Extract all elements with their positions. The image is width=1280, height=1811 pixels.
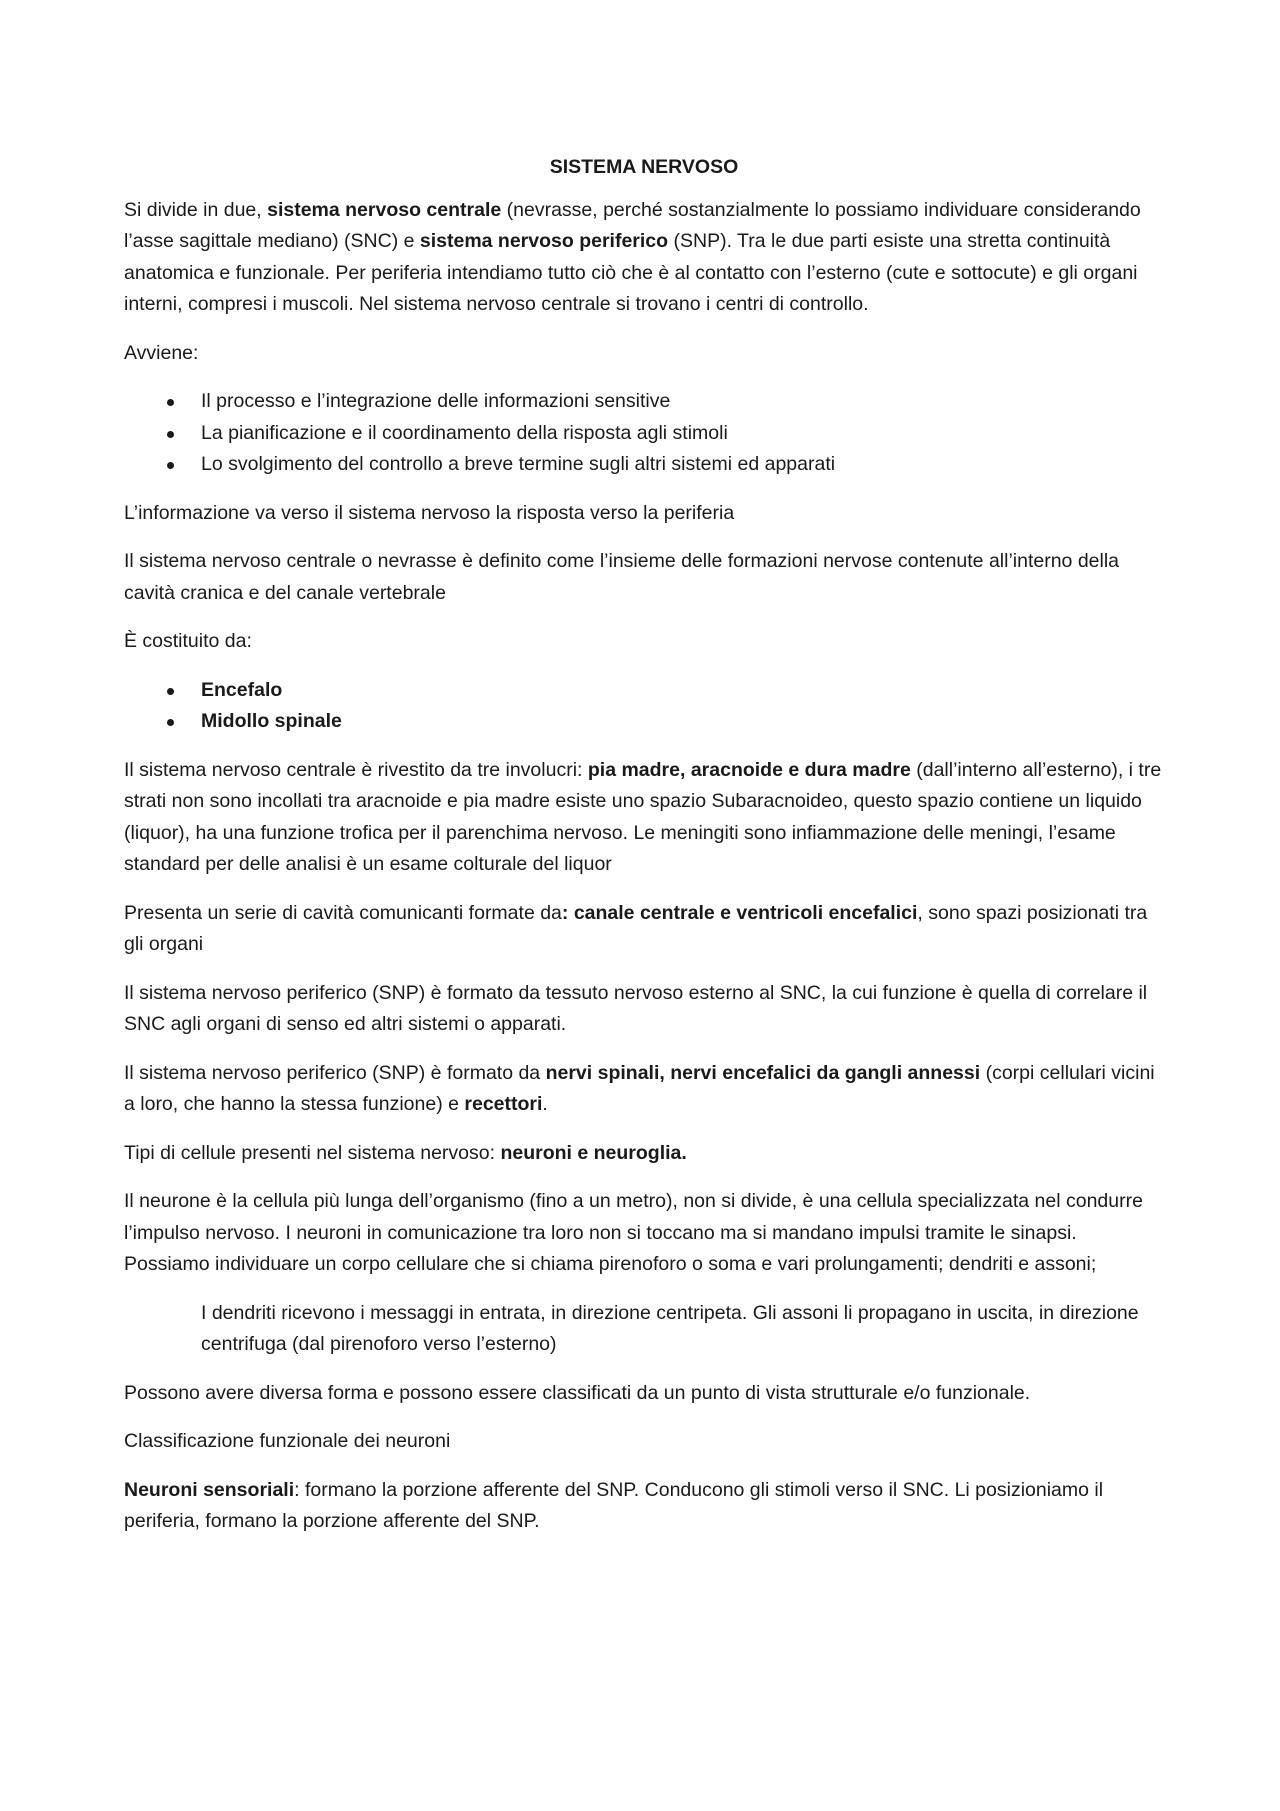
classificazione-heading: Classificazione funzionale dei neuroni — [124, 1430, 451, 1452]
involucri-paragraph: Il sistema nervoso centrale è rivestito da tre involucri: pia madre, aracnoide e dura madre (dall’interno all’esterno), i tre strati non sono incollati tra aracnoide e pia madre esiste uno spazio Subaracnoideo, questo spazio contiene un liquido (liquor), ha una funzione trofica per il parenchima nervoso. Le meningiti sono infiammazione delle meningi, l’esame standard per delle analisi è un esame colturale del liquor — [124, 758, 1162, 875]
page-title: SISTEMA NERVOSO — [549, 156, 739, 178]
definizione-paragraph: Il sistema nervoso centrale o nevrasse è definito come l’insieme delle formazioni nervose contenute all’interno della cavità cranica e del canale vertebrale — [124, 550, 1120, 604]
list-item: Midollo spinale — [124, 706, 1164, 738]
costituito-label: È costituito da: — [124, 630, 252, 652]
sensoriali-paragraph: Neuroni sensoriali: formano la porzione afferente del SNP. Conducono gli stimoli verso il SNC. Li posizioniamo il periferia, formano la porzione afferente del SNP. — [124, 1478, 1104, 1532]
dendriti-paragraph: I dendriti ricevono i messaggi in entrata, in direzione centripeta. Gli assoni li propagano in uscita, in direzione centrifuga (dal pirenoforo verso l’esterno) — [201, 1301, 1139, 1355]
avviene-label: Avviene: — [124, 341, 199, 364]
list-item: La pianificazione e il coordinamento della risposta agli stimoli — [124, 418, 1164, 450]
bold-term-recettori: recettori — [464, 1093, 543, 1115]
snp-paragraph-2: Il sistema nervoso periferico (SNP) è formato da nervi spinali, nervi encefalici da gangli annessi (corpi cellulari vicini a loro, che hanno la stessa funzione) e recettori. — [124, 1061, 1155, 1115]
bold-term-neuroni: neuroni e neuroglia. — [500, 1141, 687, 1164]
bold-term-meningi: pia madre, aracnoide e dura madre — [587, 758, 911, 781]
bold-term-snp: sistema nervoso periferico — [419, 230, 669, 252]
intro-paragraph: Si divide in due, sistema nervoso centrale (nevrasse, perché sostanzialmente lo possiamo individuare considerando l’asse sagittale mediano) (SNC) e sistema nervoso periferico (SNP). Tra le due parti esiste una stretta continuità anatomica e funzionale. Per periferia intendiamo tutto ciò che è al contatto con l’esterno (cute e sottocute) e gli organi interni, compresi i muscoli. Nel sistema nervoso centrale si trovano i centri di controllo. — [124, 198, 1141, 315]
bold-term-snc: sistema nervoso centrale — [267, 198, 502, 221]
informazione-paragraph: L’informazione va verso il sistema nervoso la risposta verso la periferia — [124, 501, 735, 524]
bold-term-sensoriali: Neuroni sensoriali — [124, 1478, 295, 1501]
list-item: Encefalo — [124, 675, 1164, 707]
costituito-list — [124, 675, 1164, 738]
avviene-list — [124, 386, 1164, 481]
list-item: Il processo e l’integrazione delle informazioni sensitive — [124, 386, 1164, 418]
snp-paragraph-1: Il sistema nervoso periferico (SNP) è formato da tessuto nervoso esterno al SNC, la cui funzione è quella di correlare il SNC agli organi di senso ed altri sistemi o apparati. — [124, 981, 1148, 1035]
bold-term-cavita: : canale centrale e ventricoli encefalici — [561, 901, 918, 924]
forma-paragraph: Possono avere diversa forma e possono essere classificati da un punto di vista strutturale e/o funzionale. — [124, 1381, 1031, 1404]
document-page — [124, 152, 1164, 1555]
list-item: Lo svolgimento del controllo a breve termine sugli altri sistemi ed apparati — [124, 449, 1164, 481]
bold-term-nervi: nervi spinali, nervi encefalici da gangli annessi — [545, 1061, 981, 1084]
cavita-paragraph: Presenta un serie di cavità comunicanti formate da: canale centrale e ventricoli encefalici, sono spazi posizionati tra gli organi — [124, 901, 1148, 955]
neurone-paragraph: Il neurone è la cellula più lunga dell’organismo (fino a un metro), non si divide, è una cellula specializzata nel condurre l’impulso nervoso. I neuroni in comunicazione tra loro non si toccano ma si mandano impulsi tramite le sinapsi. Possiamo individuare un corpo cellulare che si chiama pirenoforo o soma e vari prolungamenti; dendriti e assoni; — [124, 1190, 1143, 1275]
tipi-paragraph: Tipi di cellule presenti nel sistema nervoso: neuroni e neuroglia. — [124, 1141, 687, 1164]
